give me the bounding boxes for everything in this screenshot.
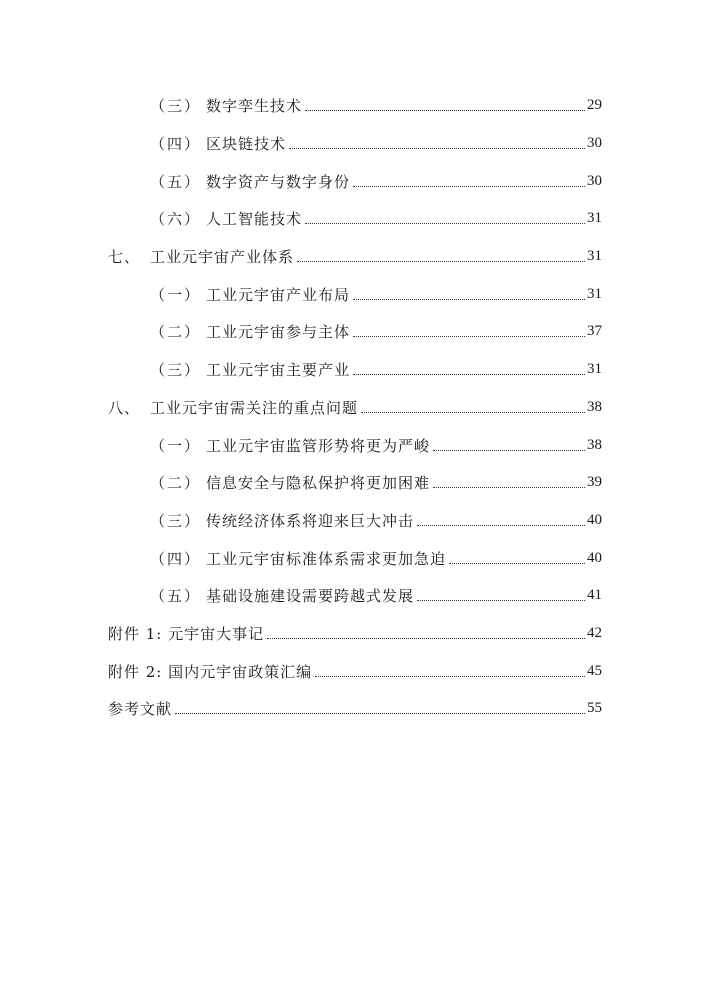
toc-entry[interactable] (0, 351, 710, 389)
toc-entry-title: 基础设施建设需要跨越式发展 (206, 587, 415, 606)
toc-entry-page-number: 38 (587, 436, 602, 453)
toc-entry-title: 工业元宇宙需关注的重点问题 (150, 398, 359, 417)
toc-entry[interactable] (0, 313, 710, 351)
toc-entry-number: （五） (150, 587, 202, 606)
toc-entry-number: （一） (150, 285, 202, 304)
toc-entry-title: 人工智能技术 (206, 210, 303, 229)
toc-entry[interactable] (0, 200, 710, 238)
toc-entry-number: （四） (150, 549, 202, 568)
toc-entry[interactable] (0, 690, 710, 728)
toc-entry-number: （二） (150, 474, 202, 493)
toc-entry[interactable] (0, 615, 710, 653)
toc-entry[interactable] (0, 238, 710, 276)
toc-entry-page-number: 41 (587, 587, 602, 604)
toc-entry[interactable] (0, 87, 710, 125)
toc-entry-page-number: 30 (587, 135, 602, 152)
toc-entry-label (150, 321, 350, 342)
table-of-contents (0, 87, 710, 728)
toc-entry-label (150, 510, 414, 531)
toc-entry-page-number: 37 (587, 323, 602, 340)
toc-entry-page-number: 29 (587, 97, 602, 114)
dot-leader (305, 110, 585, 111)
dot-leader (449, 563, 585, 564)
toc-entry-title: 区块链技术 (206, 135, 287, 154)
toc-entry-page-number: 31 (587, 361, 602, 378)
toc-entry-page-number: 40 (587, 549, 602, 566)
toc-entry-title: 信息安全与隐私保护将更加困难 (206, 474, 431, 493)
toc-entry-number: （一） (150, 436, 202, 455)
toc-entry[interactable] (0, 125, 710, 163)
toc-entry-title: 传统经济体系将迎来巨大冲击 (206, 511, 415, 530)
toc-entry-page-number: 38 (587, 398, 602, 415)
dot-leader (433, 450, 585, 451)
toc-entry-label (150, 585, 414, 606)
toc-entry[interactable] (0, 426, 710, 464)
toc-entry-label (108, 698, 172, 719)
toc-entry-number: （三） (150, 361, 202, 380)
toc-entry-page-number: 30 (587, 172, 602, 189)
toc-entry-title: 国内元宇宙政策汇编 (168, 662, 313, 681)
dot-leader (433, 487, 585, 488)
toc-entry-page-number: 42 (587, 624, 602, 641)
toc-entry[interactable] (0, 577, 710, 615)
toc-entry-title: 工业元宇宙主要产业 (206, 361, 351, 380)
toc-entry-number: 附件 1: (108, 624, 163, 643)
toc-entry-label (108, 246, 294, 267)
dot-leader (297, 261, 585, 262)
toc-entry-number: （五） (150, 172, 202, 191)
toc-entry-title: 工业元宇宙产业体系 (150, 248, 295, 267)
toc-entry-title: 工业元宇宙产业布局 (206, 285, 351, 304)
dot-leader (353, 186, 585, 187)
toc-entry-page-number: 31 (587, 248, 602, 265)
toc-entry-number: （二） (150, 323, 202, 342)
toc-entry-title: 数字孪生技术 (206, 97, 303, 116)
toc-entry-title: 数字资产与数字身份 (206, 172, 351, 191)
toc-entry[interactable] (0, 652, 710, 690)
toc-entry-title: 工业元宇宙参与主体 (206, 323, 351, 342)
toc-entry-title: 元宇宙大事记 (168, 624, 265, 643)
toc-entry-label (150, 548, 446, 569)
toc-entry-number: （三） (150, 511, 202, 530)
toc-entry-label (108, 661, 312, 682)
toc-entry-title: 工业元宇宙标准体系需求更加急迫 (206, 549, 447, 568)
toc-entry-label (150, 472, 430, 493)
toc-entry-number: （三） (150, 97, 202, 116)
toc-entry[interactable] (0, 502, 710, 540)
dot-leader (353, 336, 585, 337)
toc-entry[interactable] (0, 162, 710, 200)
toc-entry-label (150, 435, 430, 456)
toc-entry-number: 八、 (108, 398, 141, 417)
dot-leader (267, 638, 585, 639)
toc-entry-label (150, 95, 302, 116)
toc-entry-number: 七、 (108, 248, 141, 267)
dot-leader (305, 223, 585, 224)
toc-entry-page-number: 31 (587, 210, 602, 227)
toc-entry-label (150, 284, 350, 305)
toc-entry-title: 工业元宇宙监管形势将更为严峻 (206, 436, 431, 455)
toc-entry-label (150, 171, 350, 192)
toc-entry[interactable] (0, 539, 710, 577)
dot-leader (315, 676, 585, 677)
toc-entry-number: （六） (150, 210, 202, 229)
toc-entry-page-number: 39 (587, 474, 602, 491)
toc-entry[interactable] (0, 464, 710, 502)
dot-leader (417, 525, 585, 526)
toc-entry-label (150, 359, 350, 380)
dot-leader (353, 299, 585, 300)
toc-entry-label (150, 133, 286, 154)
toc-entry-title: 参考文献 (108, 700, 173, 719)
toc-entry-page-number: 55 (587, 700, 602, 717)
dot-leader (361, 412, 585, 413)
dot-leader (353, 374, 585, 375)
toc-entry-label (150, 208, 302, 229)
dot-leader (175, 713, 585, 714)
dot-leader (417, 600, 585, 601)
toc-entry-page-number: 45 (587, 662, 602, 679)
toc-entry-page-number: 40 (587, 511, 602, 528)
toc-entry[interactable] (0, 389, 710, 427)
toc-entry-label (108, 397, 358, 418)
dot-leader (289, 148, 585, 149)
toc-entry-label (108, 623, 264, 644)
toc-entry-page-number: 31 (587, 285, 602, 302)
toc-entry-number: 附件 2: (108, 662, 163, 681)
toc-entry-number: （四） (150, 135, 202, 154)
toc-entry[interactable] (0, 275, 710, 313)
